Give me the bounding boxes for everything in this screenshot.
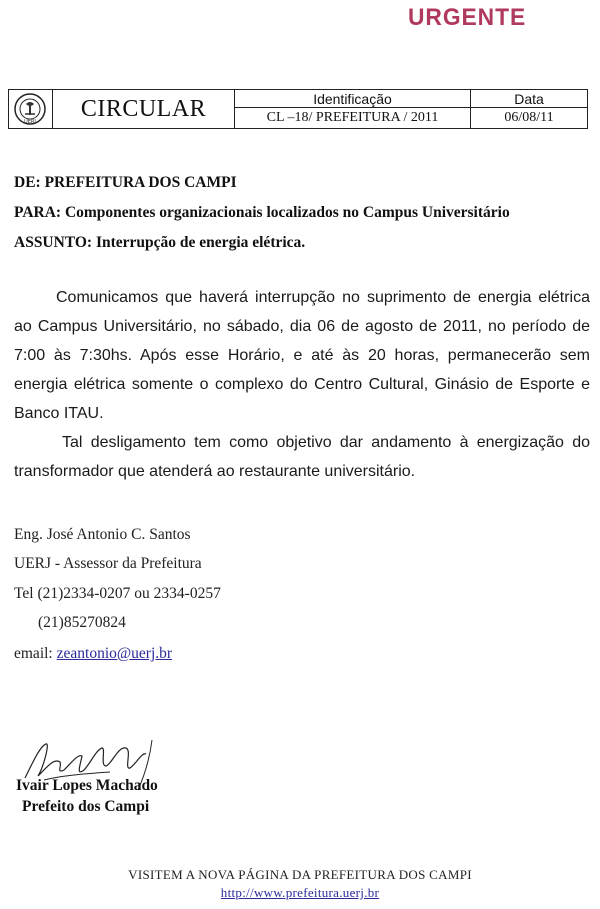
to-label: PARA: [14, 204, 62, 221]
email-label: email: [14, 645, 53, 662]
email-link[interactable]: zeantonio@uerj.br [56, 645, 173, 662]
footer-url-link[interactable]: http://www.prefeitura.uerj.br [220, 885, 380, 900]
to-line [14, 204, 510, 222]
date-label: Data [471, 90, 587, 108]
to-value: Componentes organizacionais localizados no Campus Universitário [64, 204, 510, 221]
uerj-seal-icon [13, 92, 47, 126]
footer-url-line [0, 885, 600, 901]
identification-value: CL –18/ PREFEITURA / 2011 [235, 108, 471, 128]
urgent-stamp: URGENTE [408, 4, 527, 31]
from-line [14, 174, 237, 192]
signer-title: Prefeito dos Campi [22, 798, 150, 815]
date-value: 06/08/11 [504, 110, 554, 125]
contact-role: UERJ - Assessor da Prefeitura [14, 555, 202, 572]
from-value: PREFEITURA DOS CAMPI [44, 174, 237, 191]
contact-email-line [14, 645, 172, 663]
footer-text: VISITEM A NOVA PÁGINA DA PREFEITURA DOS CAMPI [128, 867, 472, 882]
contact-name: Eng. José Antonio C. Santos [14, 526, 191, 543]
circular-title: CIRCULAR [53, 90, 235, 128]
subject-label: ASSUNTO: [14, 234, 93, 251]
uerj-logo [9, 90, 53, 128]
subject-line [14, 234, 305, 252]
signer-name: Ivair Lopes Machado [16, 777, 158, 794]
logo-text: UERJ [24, 119, 36, 125]
subject-value: Interrupção de energia elétrica. [95, 234, 306, 251]
contact-tel-2: (21)85270824 [38, 614, 126, 631]
body-paragraph-1: Comunicamos que haverá interrupção no suprimento de energia elétrica ao Campus Universitário, no sábado, dia 06 de agosto de 2011, no período de 7:00 às 7:30hs. Após esse Horário, e até às 20 horas, permanecerão sem energia elétrica somente o complexo do Centro Cultural, Ginásio de Esporte e Banco ITAU. [14, 289, 590, 422]
contact-tel: Tel (21)2334-0207 ou 2334-0257 [14, 585, 221, 602]
identification-label: Identificação [235, 90, 471, 108]
circular-header [8, 89, 588, 129]
from-label: DE: [14, 174, 41, 191]
body-paragraph-2: Tal desligamento tem como objetivo dar andamento à energização do transformador que atenderá ao restaurante universitário. [14, 434, 590, 480]
